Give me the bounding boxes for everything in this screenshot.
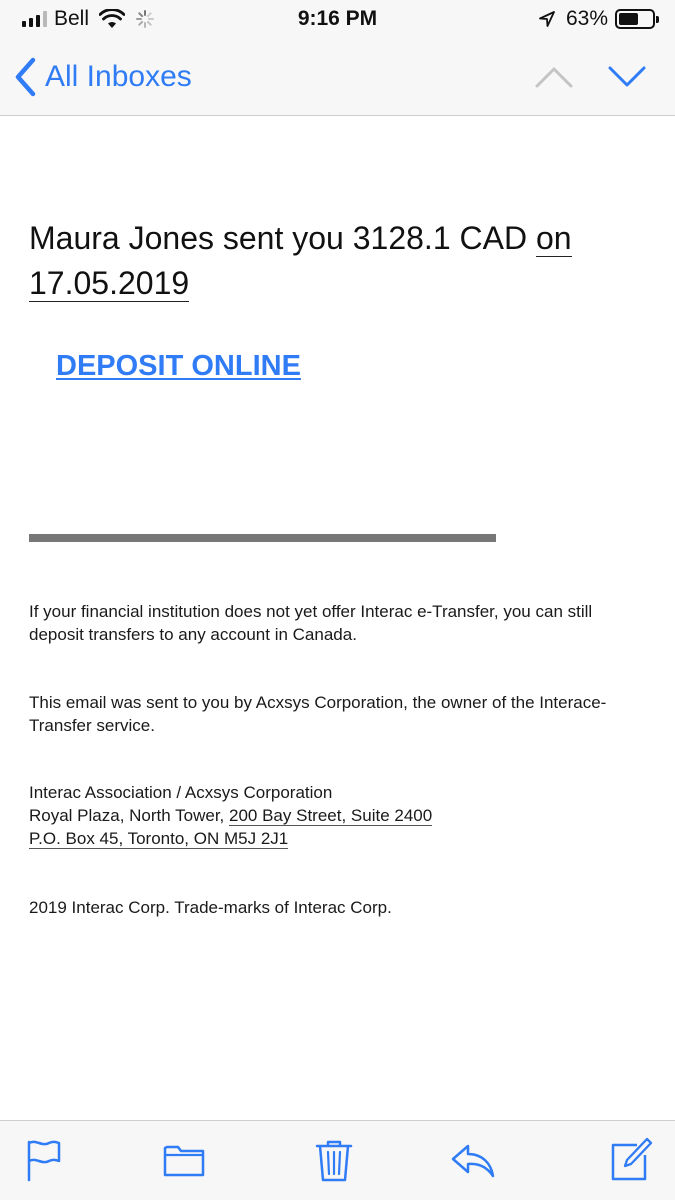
po-box-address-link[interactable]: P.O. Box 45, Toronto, ON M5J 2J1 <box>29 829 289 848</box>
flag-icon[interactable] <box>22 1137 68 1183</box>
back-button[interactable] <box>14 52 192 102</box>
activity-spinner-icon <box>135 9 155 29</box>
address-line-1: Interac Association / Acxsys Corporation <box>29 783 333 802</box>
carrier-name: Bell <box>54 7 90 30</box>
trash-icon[interactable] <box>311 1137 357 1183</box>
reply-icon[interactable] <box>450 1137 496 1183</box>
address-line-2 <box>29 804 649 827</box>
back-button-label: All Inboxes <box>45 60 192 93</box>
signal-strength-icon <box>22 11 47 27</box>
footer-text: 2019 Interac Corp. Trade-marks of Interac Corp. <box>29 898 392 917</box>
status-left <box>22 7 155 31</box>
navigation-bar <box>0 40 675 116</box>
battery-icon <box>615 9 655 29</box>
folder-icon[interactable] <box>161 1137 207 1183</box>
status-bar <box>0 0 675 40</box>
battery-level-fill <box>619 13 638 25</box>
battery-tip <box>656 16 659 23</box>
battery-percent: 63% <box>565 7 608 30</box>
sender-paragraph: This email was sent to you by Acxsys Corporation, the owner of the Interace-Transfer service. <box>29 693 607 735</box>
headline-date-link[interactable]: on 17.05.2019 <box>29 220 572 301</box>
status-right <box>538 7 655 31</box>
chevron-left-icon <box>14 57 36 97</box>
email-headline <box>29 216 629 306</box>
wifi-icon <box>99 9 125 29</box>
deposit-online-link[interactable]: DEPOSIT ONLINE <box>56 350 301 382</box>
street-address-link[interactable]: 200 Bay Street, Suite 2400 <box>229 806 433 825</box>
location-arrow-icon <box>538 10 556 28</box>
divider <box>29 534 496 542</box>
address-line-3 <box>29 827 649 850</box>
address-block <box>29 781 649 850</box>
headline-text: Maura Jones sent you 3128.1 CAD <box>29 220 536 256</box>
bottom-toolbar <box>0 1120 675 1200</box>
info-paragraph: If your financial institution does not yet offer Interac e-Transfer, you can still deposit transfers to any account in Canada. <box>29 602 593 644</box>
next-message-chevron-down-icon[interactable] <box>606 56 648 96</box>
previous-message-chevron-up-icon[interactable] <box>533 56 575 96</box>
address-line-2-prefix: Royal Plaza, North Tower, <box>29 806 229 825</box>
compose-icon[interactable] <box>607 1137 653 1183</box>
email-body <box>0 116 675 1120</box>
clock: 9:16 PM <box>297 7 378 30</box>
